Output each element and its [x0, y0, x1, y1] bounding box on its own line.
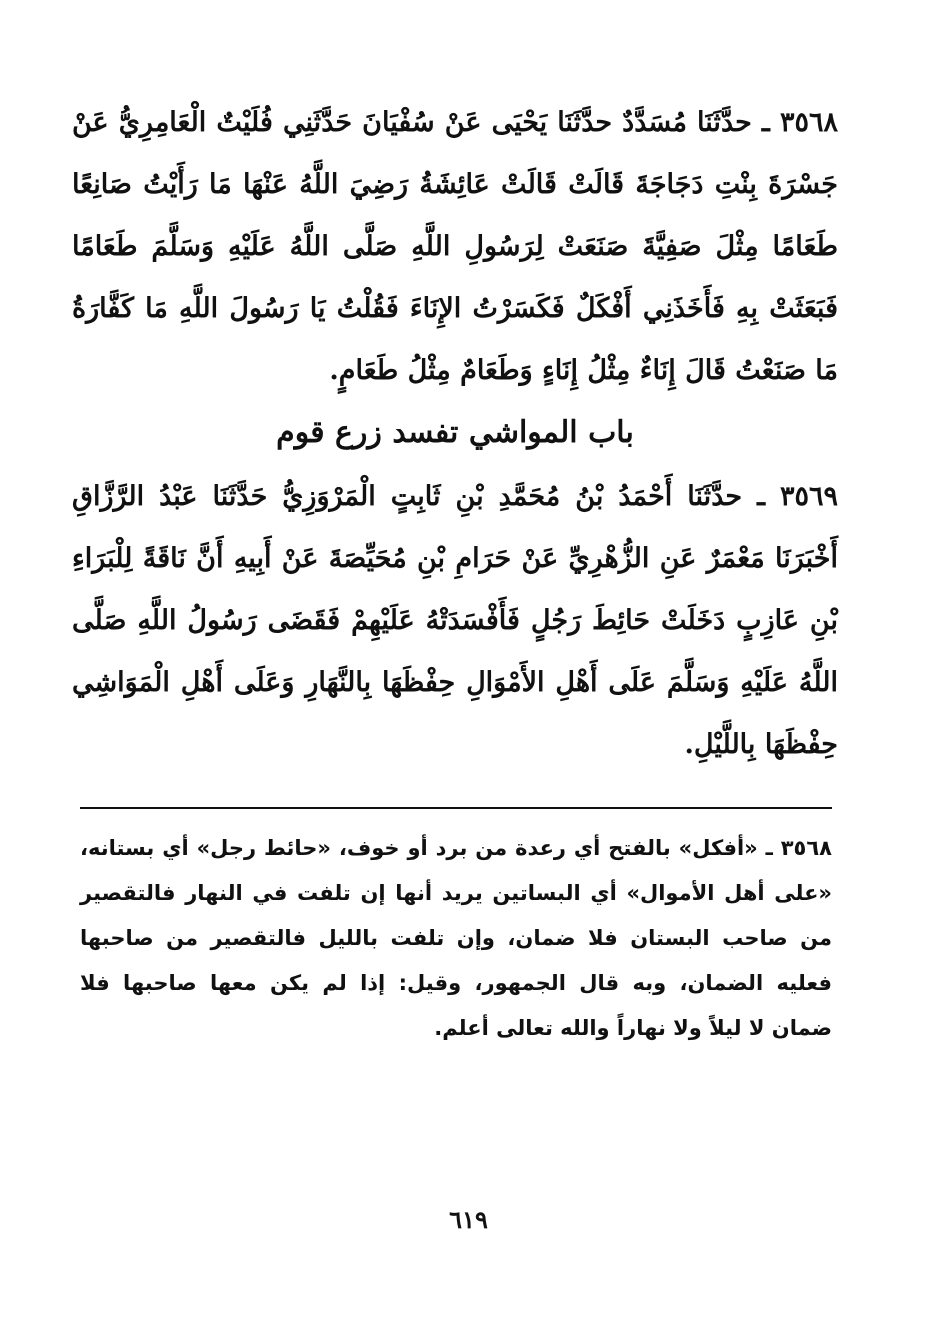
footnote-text: ٣٥٦٨ ـ «أفكل» بالفتح أي رعدة من برد أو خوف، «حائط رجل» أي بستانه، «على أهل الأموال» أي البساتين يريد أنها إن تلفت في النهار فالتقصير من صاحب البستان فلا ضمان، وإن تلفت بالليل فالتقصير من صاحبها فعليه الضمان، وبه قال الجمهور، وقيل: إذا لم يكن معها صاحبها فلا ضمان لا ليلاً ولا نهاراً والله تعالى أعلم.: [80, 836, 832, 1040]
main-text: [72, 92, 838, 776]
hadith-text: ـ حدَّثَنَا مُسَدَّدٌ حدَّثَنَا يَحْيَى عَنْ سُفْيَانَ حَدَّثَنِي فُلَيْتٌ الْعَامِرِيُّ عَنْ جَسْرَةَ بِنْتِ دَجَاجَةَ قَالَتْ قَالَتْ عَائِشَةُ رَضِيَ اللَّهُ عَنْهَا مَا رَأَيْتُ صَانِعًا طَعَامًا مِثْلَ صَفِيَّةَ صَنَعَتْ لِرَسُولِ اللَّهِ صَلَّى اللَّهُ عَلَيْهِ وَسَلَّمَ طَعَامًا فَبَعَثَتْ بِهِ فَأَخَذَنِي أَفْكَلٌ فَكَسَرْتُ الإِنَاءَ فَقُلْتُ يَا رَسُولَ اللَّهِ مَا كَفَّارَةُ مَا صَنَعْتُ قَالَ إِنَاءٌ مِثْلُ إِنَاءٍ وَطَعَامٌ مِثْلُ طَعَامٍ.: [72, 107, 838, 386]
hadith-text: ـ حدَّثَنَا أَحْمَدُ بْنُ مُحَمَّدِ بْنِ ثَابِتٍ الْمَرْوَزِيُّ حَدَّثَنَا عَبْدُ الرَّزَّاقِ أَخْبَرَنَا مَعْمَرٌ عَنِ الزُّهْرِيِّ عَنْ حَرَامِ بْنِ مُحَيِّصَةَ عَنْ أَبِيهِ أَنَّ نَاقَةً لِلْبَرَاءِ بْنِ عَازِبٍ دَخَلَتْ حَائِطَ رَجُلٍ فَأَفْسَدَتْهُ عَلَيْهِمْ فَقَضَى رَسُولُ اللَّهِ صَلَّى اللَّهُ عَلَيْهِ وَسَلَّمَ عَلَى أَهْلِ الأَمْوَالِ حِفْظَهَا بِالنَّهَارِ وَعَلَى أَهْلِ الْمَوَاشِي حِفْظَهَا بِاللَّيْلِ.: [72, 481, 838, 760]
footnote-divider: [80, 807, 832, 809]
page-number: ٦١٩: [449, 1205, 488, 1234]
chapter-title: باب المواشي تفسد زرع قوم: [276, 415, 634, 450]
hadith-3569: [72, 466, 838, 776]
hadith-number: ٣٥٦٨: [779, 107, 838, 138]
hadith-number: ٣٥٦٩: [780, 481, 839, 512]
hadith-paragraph: [72, 92, 838, 402]
hadith-paragraph: [72, 466, 838, 776]
hadith-3568: [72, 92, 838, 402]
footnote: [80, 826, 832, 1051]
